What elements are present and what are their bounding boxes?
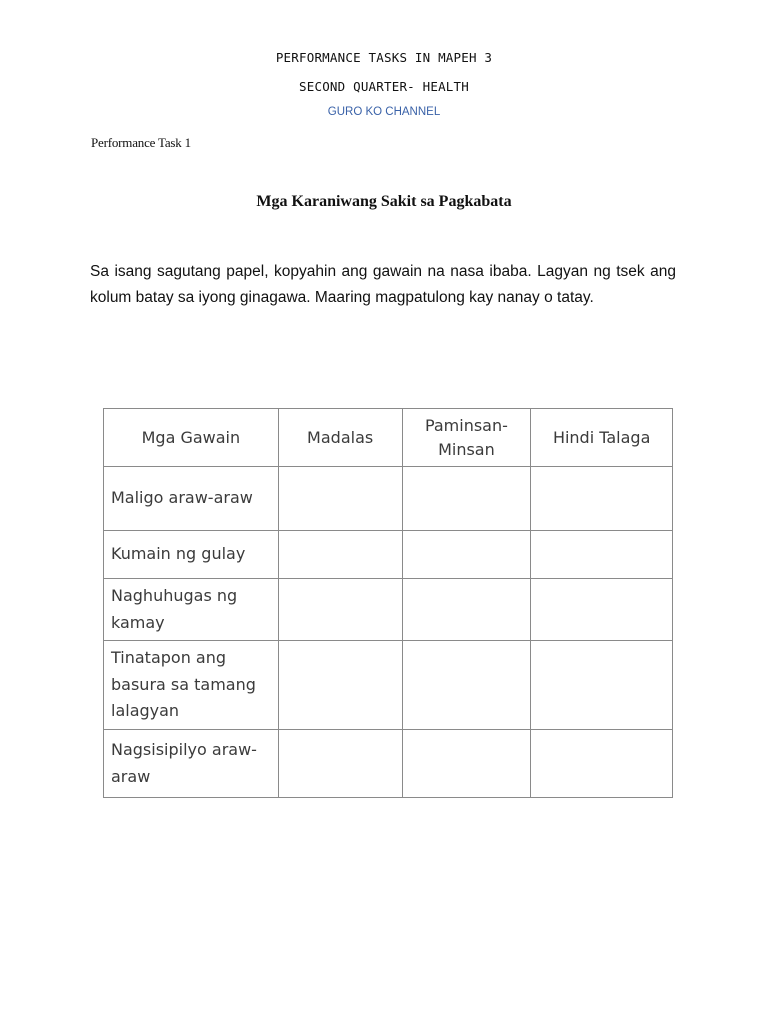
check-cell-often[interactable] — [278, 641, 402, 730]
activity-cell: Nagsisipilyo araw-araw — [104, 730, 279, 798]
check-cell-never[interactable] — [531, 641, 673, 730]
check-cell-sometimes[interactable] — [402, 467, 531, 531]
check-cell-never[interactable] — [531, 531, 673, 579]
table-header-row — [104, 409, 673, 467]
header-often: Madalas — [278, 409, 402, 467]
document-subheading: SECOND QUARTER- HEALTH — [299, 79, 469, 94]
table-row — [104, 467, 673, 531]
check-cell-often[interactable] — [278, 579, 402, 641]
instructions-paragraph: Sa isang sagutang papel, kopyahin ang gawain na nasa ibaba. Lagyan ng tsek ang kolum batay sa iyong ginagawa. Maaring magpatulong kay nanay o tatay. — [90, 263, 676, 306]
document-heading: PERFORMANCE TASKS IN MAPEH 3 — [275, 50, 493, 65]
header-sometimes: Paminsan-Minsan — [402, 409, 531, 467]
table-row — [104, 579, 673, 641]
header-activities: Mga Gawain — [104, 409, 279, 467]
check-cell-never[interactable] — [531, 730, 673, 798]
check-cell-often[interactable] — [278, 467, 402, 531]
check-cell-never[interactable] — [531, 467, 673, 531]
check-cell-sometimes[interactable] — [402, 531, 531, 579]
check-cell-sometimes[interactable] — [402, 641, 531, 730]
check-cell-sometimes[interactable] — [402, 579, 531, 641]
activity-cell: Tinatapon ang basura sa tamang lalagyan — [104, 641, 279, 730]
table-row — [104, 730, 673, 798]
check-cell-sometimes[interactable] — [402, 730, 531, 798]
activity-cell: Naghuhugas ng kamay — [104, 579, 279, 641]
activity-checklist-table — [103, 408, 673, 798]
table-row — [104, 641, 673, 730]
task-title: Mga Karaniwang Sakit sa Pagkabata — [256, 193, 512, 210]
activity-cell: Maligo araw-araw — [104, 467, 279, 531]
task-label: Performance Task 1 — [91, 135, 191, 150]
header-never: Hindi Talaga — [531, 409, 673, 467]
table-row — [104, 531, 673, 579]
check-cell-often[interactable] — [278, 531, 402, 579]
activity-cell: Kumain ng gulay — [104, 531, 279, 579]
channel-name: GURO KO CHANNEL — [327, 106, 441, 118]
check-cell-often[interactable] — [278, 730, 402, 798]
check-cell-never[interactable] — [531, 579, 673, 641]
